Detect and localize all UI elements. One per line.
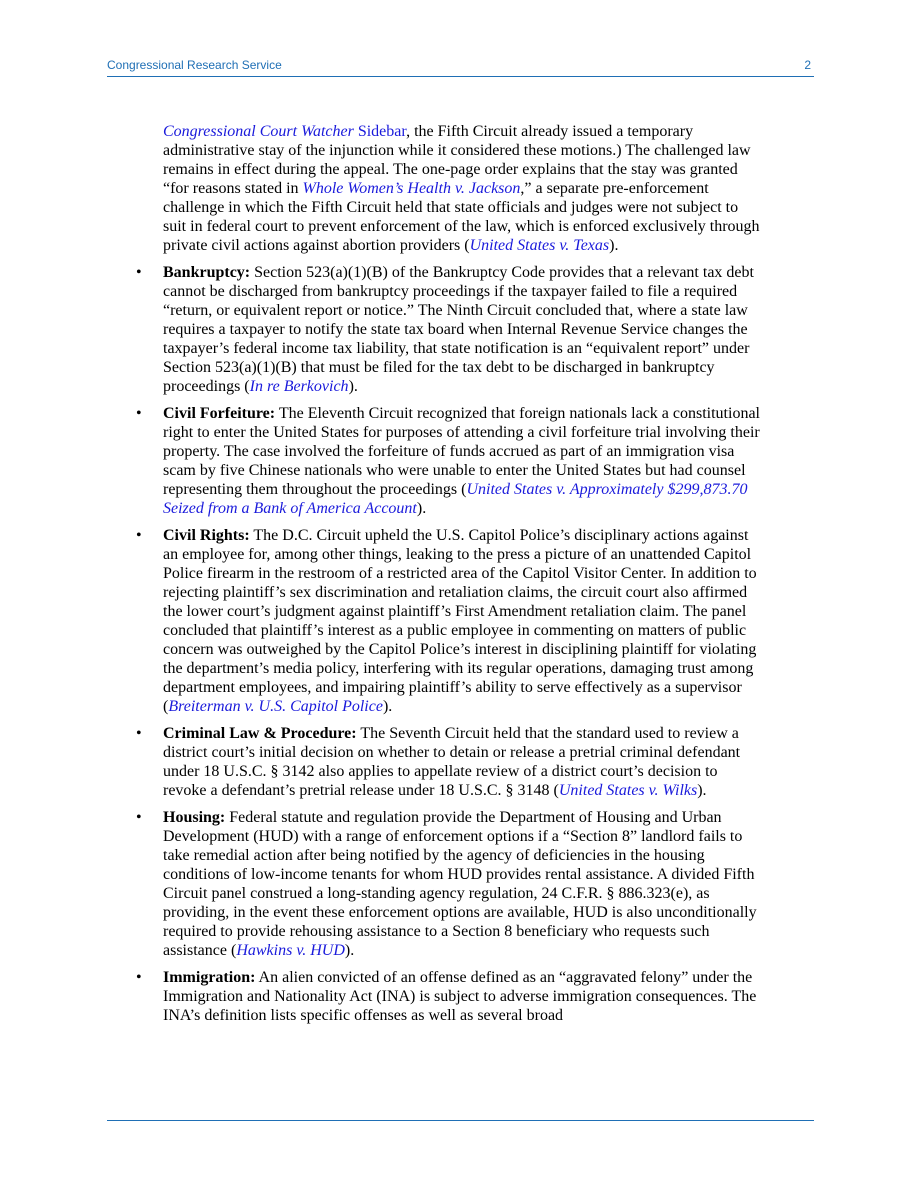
item-text: Federal statute and regulation provide the Department of Housing and Urban Development (HUD) with a range of enforcement options if a “Section 8” landlord fails to take remedial action after being notified by the agency of deficiencies in the housing conditions of low-income tenants for whom HUD provides rental assistance. A divided Fifth Circuit panel construed a long-standing agency regulation, 24 C.F.R. § 886.323(e), as providing, in the event these enforcement options are available, HUD is also unconditionally required to provide rehousing assistance to a Section 8 beneficiary who requests such assistance ( bbox=[163, 809, 757, 959]
document-body bbox=[136, 122, 763, 1025]
case-link[interactable]: United States v. Wilks bbox=[558, 782, 698, 799]
item-text-end: ). bbox=[348, 378, 358, 395]
list-item-bankruptcy bbox=[136, 263, 763, 396]
intro-link-court-watcher[interactable]: Congressional Court Watcher bbox=[163, 123, 354, 140]
bullet-icon: • bbox=[136, 725, 142, 742]
list-item-housing bbox=[136, 808, 763, 960]
intro-link-sidebar[interactable]: Sidebar bbox=[353, 123, 407, 140]
bullet-icon: • bbox=[136, 809, 142, 826]
bullet-icon: • bbox=[136, 527, 142, 544]
intro-link-whole-womens-health[interactable]: Whole Women’s Health v. Jackson bbox=[302, 180, 521, 197]
bullet-icon: • bbox=[136, 405, 142, 422]
intro-link-us-v-texas[interactable]: United States v. Texas bbox=[469, 237, 610, 254]
case-link[interactable]: Hawkins v. HUD bbox=[236, 942, 345, 959]
intro-paragraph bbox=[163, 122, 763, 255]
intro-text-2: ,” a separate pre-enforcement challenge in which the Fifth Circuit held that state officials and judges were not subject to suit in federal court to prevent enforcement of the law, which is enforced exclusively through private civil actions against abortion providers ( bbox=[163, 180, 760, 254]
case-link[interactable]: In re Berkovich bbox=[249, 378, 349, 395]
page-header bbox=[107, 58, 814, 77]
item-heading: Criminal Law & Procedure: bbox=[163, 725, 357, 742]
item-text: The D.C. Circuit upheld the U.S. Capitol Police’s disciplinary actions against an employee for, among other things, leaking to the press a picture of an unattended Capitol Police firearm in the restroom of a restricted area of the Capitol Visitor Center. In addition to rejecting plaintiff’s sex discrimination and retaliation claims, the circuit court also affirmed the lower court’s judgment against plaintiff’s First Amendment retaliation claim. The panel concluded that plaintiff’s interest as a public employee in commenting on matters of public concern was outweighed by the Capitol Police’s interest in disciplining plaintiff for violating the department’s media policy, interfering with its regular operations, damaging trust among department employees, and impairing plaintiff’s ability to serve effectively as a supervisor ( bbox=[163, 527, 757, 715]
list-item-civil-forfeiture bbox=[136, 404, 763, 518]
item-text-end: ). bbox=[344, 942, 355, 959]
bullet-icon: • bbox=[136, 969, 142, 986]
footer-divider bbox=[107, 1120, 814, 1121]
list-item-civil-rights bbox=[136, 526, 763, 716]
item-text-end: ). bbox=[416, 500, 427, 517]
bullet-icon: • bbox=[136, 264, 142, 281]
page-number: 2 bbox=[804, 58, 811, 72]
case-link[interactable]: Breiterman v. U.S. Capitol Police bbox=[168, 698, 383, 715]
intro-text-3: ). bbox=[609, 237, 619, 254]
intro-text-1: , the Fifth Circuit already issued a temporary administrative stay of the injunction while it considered these motions.) The challenged law remains in effect during the appeal. The one-page order explains that the stay was granted “for reasons stated in bbox=[163, 123, 751, 197]
item-text: The Seventh Circuit held that the standard used to review a district court’s initial decision on whether to detain or release a pretrial criminal defendant under 18 U.S.C. § 3142 also applies to appellate review of a district court’s decision to revoke a defendant’s pretrial release under 18 U.S.C. § 3148 ( bbox=[163, 725, 741, 799]
list-item-immigration bbox=[136, 968, 763, 1025]
item-text: Section 523(a)(1)(B) of the Bankruptcy Code provides that a relevant tax debt cannot be discharged from bankruptcy proceedings if the taxpayer failed to file a required “return, or equivalent report or notice.” The Ninth Circuit concluded that, where a state law requires a taxpayer to notify the state tax board when Internal Revenue Service changes the taxpayer’s federal income tax liability, that state notification is an “equivalent report” under Section 523(a)(1)(B) that must be filed for the tax debt to be discharged in bankruptcy proceedings ( bbox=[163, 264, 754, 395]
item-heading: Housing: bbox=[163, 809, 226, 826]
list-item-criminal-law bbox=[136, 724, 763, 800]
item-text-end: ). bbox=[697, 782, 707, 799]
item-heading: Civil Forfeiture: bbox=[163, 405, 276, 422]
item-text: An alien convicted of an offense defined as an “aggravated felony” under the Immigration and Nationality Act (INA) is subject to adverse immigration consequences. The INA’s definition lists specific offenses as well as several broad bbox=[163, 969, 757, 1024]
item-heading: Civil Rights: bbox=[163, 527, 250, 544]
header-title: Congressional Research Service bbox=[107, 58, 282, 72]
item-text-end: ). bbox=[382, 698, 393, 715]
case-list bbox=[136, 263, 763, 1025]
item-heading: Immigration: bbox=[163, 969, 256, 986]
item-text: The Eleventh Circuit recognized that foreign nationals lack a constitutional right to enter the United States for purposes of attending a civil forfeiture trial involving their property. The case involved the forfeiture of funds accrued as part of an immigration visa scam by five Chinese nationals who were unable to enter the United States but had counsel representing them throughout the proceedings ( bbox=[163, 405, 760, 498]
item-heading: Bankruptcy: bbox=[163, 264, 251, 281]
case-link[interactable]: United States v. Approximately $299,873.70 Seized from a Bank of America Account bbox=[163, 481, 748, 517]
